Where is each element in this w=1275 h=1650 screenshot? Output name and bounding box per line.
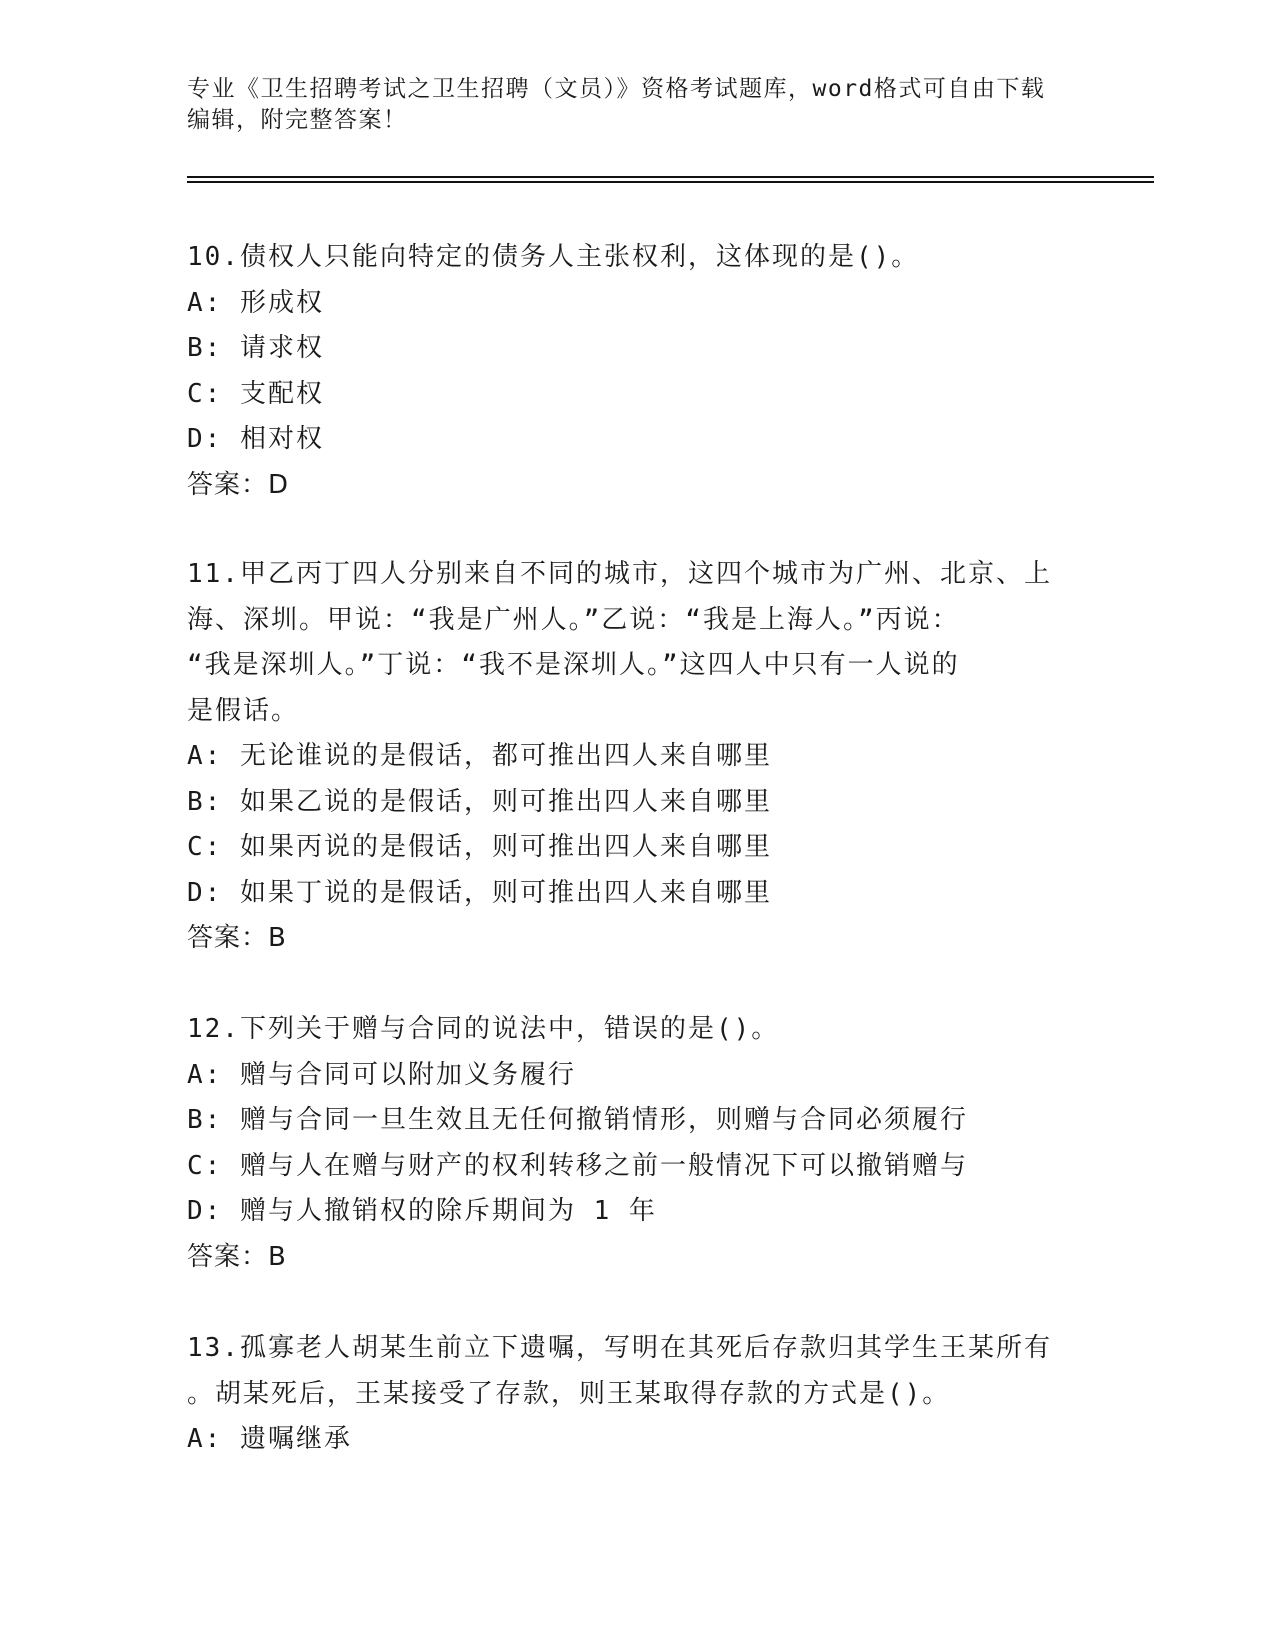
question-stem-line-3: “我是深圳人。”丁说：“我不是深圳人。”这四人中只有一人说的: [187, 650, 960, 680]
question-11: [187, 552, 1087, 962]
option-a: A: 遗嘱继承: [187, 1424, 352, 1454]
question-12: [187, 1007, 1087, 1280]
option-a: A: 无论谁说的是假话，都可推出四人来自哪里: [187, 741, 772, 771]
option-b: B: 如果乙说的是假话，则可推出四人来自哪里: [187, 786, 772, 817]
answer-label: 答案：B: [187, 923, 287, 953]
option-a: A: 赠与合同可以附加义务履行: [187, 1059, 576, 1090]
document-header: [187, 74, 1067, 136]
header-divider-top: [187, 176, 1154, 178]
option-c: C: 如果丙说的是假话，则可推出四人来自哪里: [187, 832, 772, 862]
option-d: D: 如果丁说的是假话，则可推出四人来自哪里: [187, 877, 772, 908]
question-13: [187, 1326, 1087, 1463]
option-b: B: 赠与合同一旦生效且无任何撤销情形，则赠与合同必须履行: [187, 1105, 968, 1135]
option-b: B: 请求权: [187, 333, 324, 363]
question-stem-line-1: 13.孤寡老人胡某生前立下遗嘱，写明在其死后存款归其学生王某所有: [187, 1333, 1052, 1363]
question-stem-line-1: 11.甲乙丙丁四人分别来自不同的城市，这四个城市为广州、北京、上: [187, 559, 1052, 589]
header-line-2: 编辑，附完整答案！: [187, 107, 408, 133]
answer-label: 答案：D: [187, 469, 290, 500]
question-stem: 12.下列关于赠与合同的说法中，错误的是()。: [187, 1014, 780, 1044]
question-stem: 10.债权人只能向特定的债务人主张权利，这体现的是()。: [187, 242, 920, 272]
header-divider-bottom: [187, 181, 1154, 183]
header-line-1: 专业《卫生招聘考试之卫生招聘（文员）》资格考试题库，word格式可自由下载: [187, 76, 1046, 102]
option-c: C: 支配权: [187, 378, 324, 409]
question-stem-line-2: 。胡某死后，王某接受了存款，则王某取得存款的方式是()。: [187, 1378, 951, 1409]
option-d: D: 相对权: [187, 424, 324, 454]
option-c: C: 赠与人在赠与财产的权利转移之前一般情况下可以撤销赠与: [187, 1150, 968, 1181]
option-a: A: 形成权: [187, 287, 324, 318]
question-stem-line-4: 是假话。: [187, 695, 300, 726]
question-10: [187, 235, 1087, 508]
answer-label: 答案：B: [187, 1241, 287, 1272]
option-d: D: 赠与人撤销权的除斥期间为 1 年: [187, 1196, 657, 1226]
question-stem-line-2: 海、深圳。甲说：“我是广州人。”乙说：“我是上海人。”丙说：: [187, 604, 960, 635]
